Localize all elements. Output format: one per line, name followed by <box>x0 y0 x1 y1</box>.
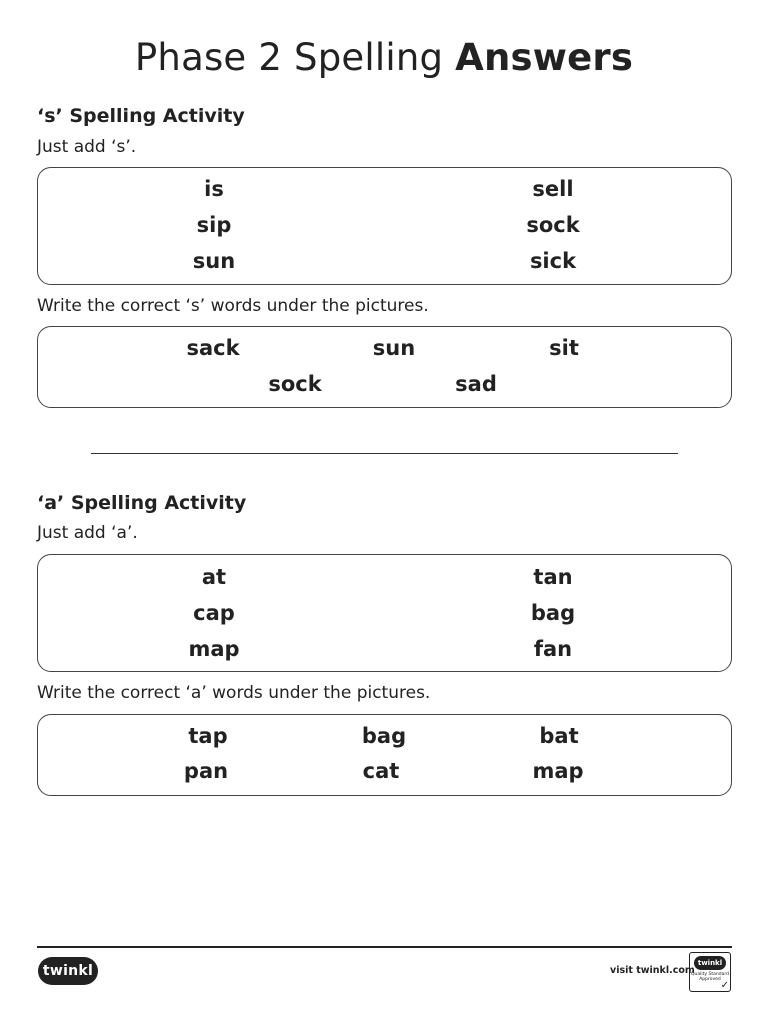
title-normal: Phase 2 Spelling <box>134 36 456 79</box>
quality-badge <box>689 952 731 992</box>
s-activity-instruction: Just add ‘s’. <box>37 137 137 157</box>
a-add-words-box <box>37 554 732 672</box>
word-item: pan <box>183 759 229 783</box>
twinkl-logo[interactable]: twinkl <box>38 957 98 985</box>
word-item: tan <box>533 565 573 589</box>
word-item: sack <box>186 336 240 360</box>
word-item: sock <box>526 213 580 237</box>
word-item: sun <box>372 336 416 360</box>
a-picture-instruction: Write the correct ‘a’ words under the pictures. <box>37 683 431 703</box>
s-add-words-box <box>37 167 732 285</box>
visit-link[interactable]: visit twinkl.com <box>610 965 695 976</box>
word-item: sick <box>529 249 577 273</box>
s-activity-heading: ‘s’ Spelling Activity <box>37 105 245 127</box>
section-divider <box>91 453 678 454</box>
title-bold: Answers <box>455 36 634 79</box>
word-item: bag <box>361 724 407 748</box>
footer-divider <box>37 946 732 948</box>
word-item: is <box>204 177 224 201</box>
word-item: sun <box>192 249 236 273</box>
word-item: at <box>201 565 227 589</box>
word-item: sell <box>532 177 574 201</box>
badge-caption: Quality Standard Approved <box>691 972 729 982</box>
word-item: sip <box>196 213 232 237</box>
word-item: map <box>188 637 240 661</box>
a-activity-instruction: Just add ‘a’. <box>37 523 138 543</box>
word-item: cat <box>362 759 400 783</box>
page-title <box>0 36 768 79</box>
s-picture-words-box <box>37 326 732 408</box>
word-item: bag <box>530 601 576 625</box>
badge-logo: twinkl <box>694 956 726 970</box>
word-item: map <box>532 759 584 783</box>
word-item: sad <box>455 372 497 396</box>
word-item: cap <box>193 601 235 625</box>
word-item: sit <box>549 336 579 360</box>
word-item: bat <box>539 724 579 748</box>
s-picture-instruction: Write the correct ‘s’ words under the pictures. <box>37 296 429 316</box>
a-picture-words-box <box>37 714 732 796</box>
check-icon: ✓ <box>720 980 729 991</box>
word-item: fan <box>533 637 573 661</box>
word-item: sock <box>268 372 322 396</box>
word-item: tap <box>188 724 228 748</box>
a-activity-heading: ‘a’ Spelling Activity <box>37 492 247 514</box>
